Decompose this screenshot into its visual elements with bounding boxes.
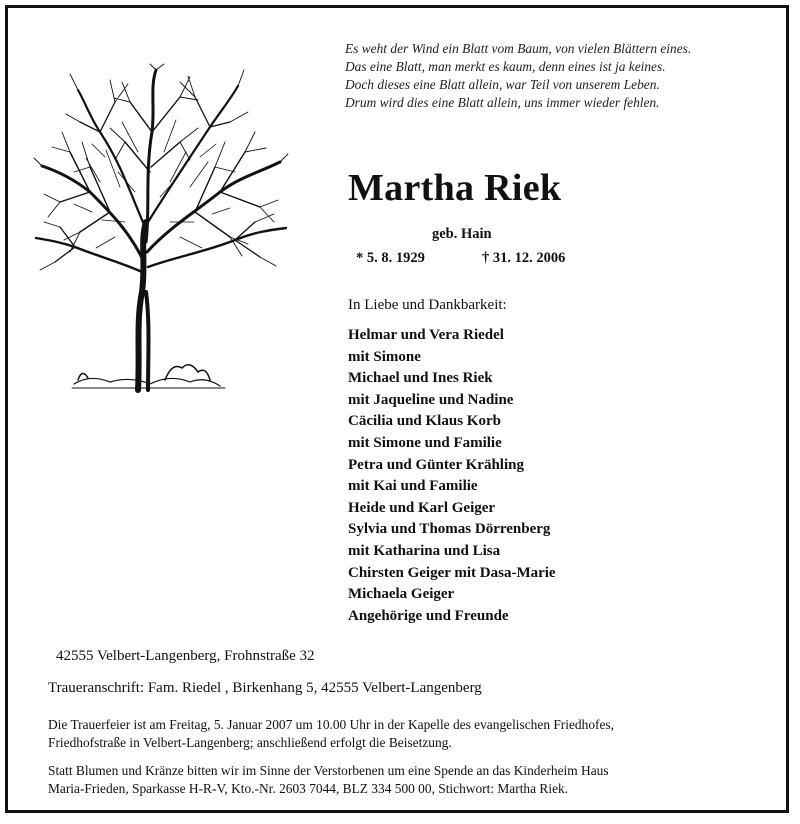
- mourner-line: mit Jaqueline und Nadine: [348, 391, 514, 408]
- tree-image: [30, 62, 292, 402]
- mourning-address: Traueranschrift: Fam. Riedel , Birkenhang 5, 42555 Velbert-Langenberg: [48, 680, 482, 696]
- dedication-line: In Liebe und Dankbarkeit:: [348, 297, 507, 313]
- donation-line: Maria-Frieden, Sparkasse H-R-V, Kto.-Nr. 2603 7044, BLZ 334 500 00, Stichwort: Martha Riek.: [48, 781, 569, 796]
- poem-line: Drum wird dies eine Blatt allein, uns immer wieder fehlen.: [345, 95, 660, 110]
- birth-date: * 5. 8. 1929: [356, 250, 425, 266]
- donation-line: Statt Blumen und Kränze bitten wir im Sinne der Verstorbenen um eine Spende an das Kinderheim Haus: [48, 763, 609, 778]
- mourner-line: mit Simone: [348, 348, 421, 365]
- mourner-line: mit Simone und Familie: [348, 434, 502, 451]
- poem-line: Doch dieses eine Blatt allein, war Teil von unserem Leben.: [345, 77, 660, 92]
- mourner-line: Heide und Karl Geiger: [348, 499, 496, 516]
- donation-notice: [48, 762, 609, 798]
- mourner-line: Petra und Günter Krähling: [348, 456, 524, 473]
- mourner-line: mit Katharina und Lisa: [348, 542, 501, 559]
- service-line: Friedhofstraße in Velbert-Langenberg; anschließend erfolgt die Beisetzung.: [48, 735, 452, 750]
- deceased-name: Martha Riek: [348, 167, 562, 209]
- family-address: 42555 Velbert-Langenberg, Frohnstraße 32: [56, 648, 315, 664]
- service-line: Die Trauerfeier ist am Freitag, 5. Januar 2007 um 10.00 Uhr in der Kapelle des evangelischen Friedhofes,: [48, 717, 614, 732]
- mourner-line: Cäcilia und Klaus Korb: [348, 413, 501, 430]
- mourner-line: Chirsten Geiger mit Dasa-Marie: [348, 564, 556, 581]
- mourner-line: Michael und Ines Riek: [348, 370, 493, 387]
- mourners-list: [348, 325, 556, 627]
- mourner-line: mit Kai und Familie: [348, 478, 478, 495]
- maiden-name: geb. Hain: [432, 226, 492, 242]
- mourner-line: Michaela Geiger: [348, 586, 455, 603]
- poem-line: Das eine Blatt, man merkt es kaum, denn eines ist ja keines.: [345, 59, 666, 74]
- poem-line: Es weht der Wind ein Blatt vom Baum, von vielen Blättern eines.: [345, 41, 692, 56]
- death-date: † 31. 12. 2006: [482, 250, 566, 266]
- funeral-service-notice: [48, 716, 614, 752]
- poem: [345, 40, 785, 112]
- mourner-line: Angehörige und Freunde: [348, 607, 509, 624]
- mourner-line: Sylvia und Thomas Dörrenberg: [348, 521, 551, 538]
- mourner-line: Helmar und Vera Riedel: [348, 327, 504, 343]
